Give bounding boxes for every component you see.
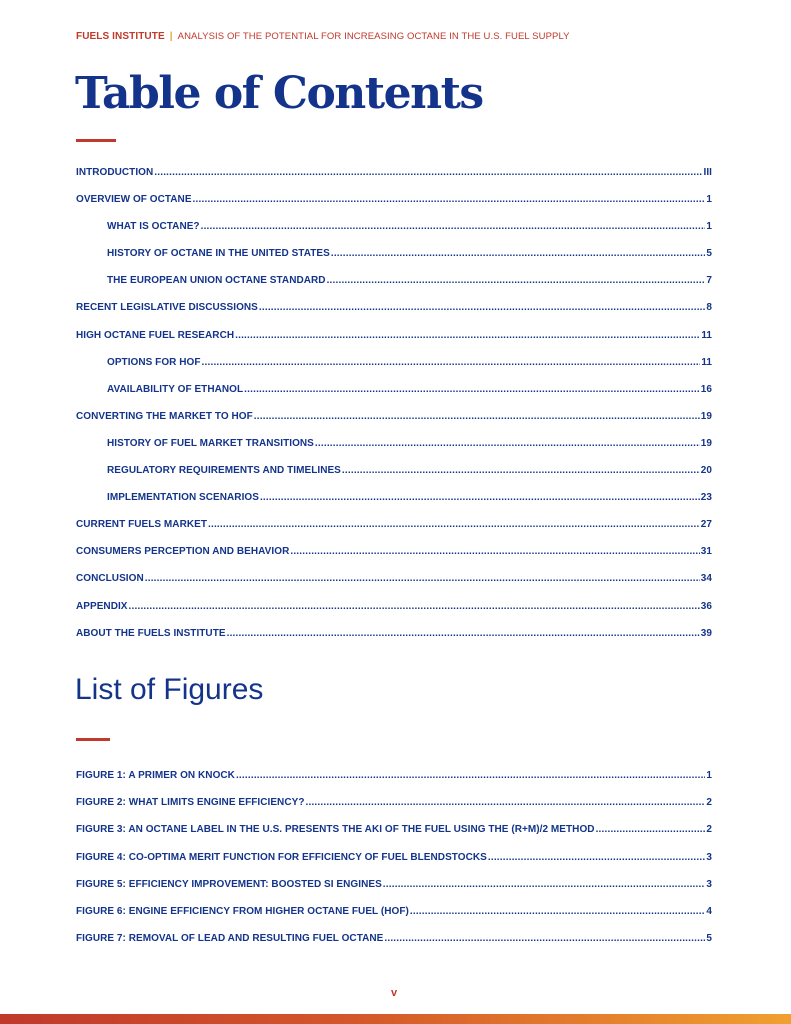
figure-entry-page: 3 — [706, 851, 712, 863]
dot-leader — [235, 326, 700, 346]
dot-leader — [154, 163, 702, 183]
header-org: FUELS INSTITUTE — [76, 31, 165, 42]
toc-entry-overview-of-octane[interactable] — [76, 190, 712, 217]
toc-entry-high-octane-fuel-research[interactable] — [76, 326, 712, 353]
figures-title: List of Figures — [75, 673, 264, 706]
toc-entry-history-of-fuel-market-transitions[interactable] — [76, 434, 712, 461]
toc-entry-page: 27 — [700, 519, 712, 531]
figure-entry-3[interactable] — [76, 820, 712, 847]
dot-leader — [596, 820, 706, 840]
toc-entry-eu-octane-standard[interactable] — [76, 271, 712, 298]
dot-leader — [254, 407, 700, 427]
toc-entry-label: REGULATORY REQUIREMENTS AND TIMELINES — [107, 465, 341, 477]
toc-entry-page: 5 — [706, 248, 712, 260]
figure-entry-1[interactable] — [76, 766, 712, 793]
toc-entry-label: THE EUROPEAN UNION OCTANE STANDARD — [107, 275, 326, 287]
figure-entry-4[interactable] — [76, 848, 712, 875]
toc-entry-page: 23 — [700, 492, 712, 504]
toc-entry-page: 11 — [701, 356, 712, 368]
toc-title: Table of Contents — [75, 68, 483, 119]
figures-title-rule — [76, 738, 110, 741]
toc-entry-about-fuels-institute[interactable] — [76, 624, 712, 651]
toc-entry-history-of-octane[interactable] — [76, 244, 712, 271]
toc-entry-converting-market-to-hof[interactable] — [76, 407, 712, 434]
figure-entry-page: 4 — [706, 905, 712, 917]
toc-entry-page: 8 — [706, 302, 712, 314]
toc-entry-page: 16 — [700, 383, 712, 395]
dot-leader — [129, 597, 700, 617]
toc-entry-page: 20 — [700, 465, 712, 477]
dot-leader — [488, 848, 706, 868]
figure-entry-page: 1 — [706, 770, 712, 781]
toc-entry-label: INTRODUCTION — [76, 167, 154, 178]
toc-entry-conclusion[interactable] — [76, 569, 712, 596]
dot-leader — [383, 875, 706, 895]
dot-leader — [305, 793, 705, 813]
toc-entry-consumers-perception[interactable] — [76, 542, 712, 569]
toc-entry-page: 1 — [706, 194, 712, 206]
dot-leader — [384, 929, 705, 949]
figure-entry-2[interactable] — [76, 793, 712, 820]
header-subtitle: ANALYSIS OF THE POTENTIAL FOR INCREASING OCTANE IN THE U.S. FUEL SUPPLY — [177, 31, 570, 42]
dot-leader — [290, 542, 699, 562]
page-number: v — [391, 987, 398, 999]
toc-entry-label: CURRENT FUELS MARKET — [76, 519, 207, 531]
dot-leader — [327, 271, 706, 291]
figure-entry-page: 5 — [706, 933, 712, 945]
toc-entry-label: OPTIONS FOR HOF — [107, 356, 201, 368]
toc-entry-label: HISTORY OF OCTANE IN THE UNITED STATES — [107, 248, 330, 260]
toc-entry-page: III — [703, 167, 712, 178]
figures-list — [76, 766, 712, 956]
toc-entry-page: 36 — [700, 600, 712, 612]
dot-leader — [202, 353, 701, 373]
figure-entry-label: FIGURE 5: EFFICIENCY IMPROVEMENT: BOOSTED SI ENGINES — [76, 878, 382, 890]
toc-entry-label: HISTORY OF FUEL MARKET TRANSITIONS — [107, 437, 314, 449]
toc-entry-page: 39 — [700, 627, 712, 639]
toc-entry-label: ABOUT THE FUELS INSTITUTE — [76, 627, 226, 639]
figure-entry-5[interactable] — [76, 875, 712, 902]
toc-entry-page: 1 — [706, 221, 712, 233]
toc-entry-label: HIGH OCTANE FUEL RESEARCH — [76, 329, 235, 341]
toc-title-rule — [76, 139, 116, 142]
toc-entry-label: CONCLUSION — [76, 573, 144, 585]
dot-leader — [145, 569, 700, 589]
toc-entry-recent-legislative-discussions[interactable] — [76, 298, 712, 325]
dot-leader — [259, 298, 705, 318]
toc-entry-availability-of-ethanol[interactable] — [76, 380, 712, 407]
toc-entry-regulatory-requirements[interactable] — [76, 461, 712, 488]
dot-leader — [260, 488, 700, 508]
toc-entry-appendix[interactable] — [76, 597, 712, 624]
toc-entry-label: OVERVIEW OF OCTANE — [76, 194, 192, 206]
toc-entry-label: CONSUMERS PERCEPTION AND BEHAVIOR — [76, 546, 290, 558]
dot-leader — [342, 461, 700, 481]
figure-entry-7[interactable] — [76, 929, 712, 956]
dot-leader — [227, 624, 700, 644]
toc-entry-page: 19 — [700, 437, 712, 449]
toc-entry-page: 11 — [701, 329, 712, 341]
toc-entry-label: RECENT LEGISLATIVE DISCUSSIONS — [76, 302, 258, 314]
dot-leader — [331, 244, 706, 264]
header-separator: | — [169, 31, 173, 42]
dot-leader — [315, 434, 700, 454]
figure-entry-label: FIGURE 4: CO-OPTIMA MERIT FUNCTION FOR EFFICIENCY OF FUEL BLENDSTOCKS — [76, 851, 487, 863]
dot-leader — [410, 902, 706, 922]
toc-entry-label: AVAILABILITY OF ETHANOL — [107, 383, 244, 395]
figure-entry-page: 2 — [706, 797, 712, 809]
toc-entry-current-fuels-market[interactable] — [76, 515, 712, 542]
toc-entry-page: 19 — [700, 410, 712, 422]
toc-list — [76, 163, 712, 651]
toc-entry-options-for-hof[interactable] — [76, 353, 712, 380]
toc-entry-page: 34 — [700, 573, 712, 585]
running-header — [76, 31, 570, 42]
toc-entry-label: IMPLEMENTATION SCENARIOS — [107, 492, 259, 504]
dot-leader — [193, 190, 706, 210]
figure-entry-label: FIGURE 7: REMOVAL OF LEAD AND RESULTING FUEL OCTANE — [76, 933, 384, 945]
dot-leader — [208, 515, 700, 535]
figure-entry-page: 3 — [706, 878, 712, 890]
figure-entry-page: 2 — [706, 824, 712, 836]
figure-entry-6[interactable] — [76, 902, 712, 929]
toc-entry-page: 7 — [706, 275, 712, 287]
dot-leader — [201, 217, 706, 237]
toc-entry-page: 31 — [700, 546, 712, 558]
toc-entry-label: CONVERTING THE MARKET TO HOF — [76, 410, 253, 422]
figure-entry-label: FIGURE 1: A PRIMER ON KNOCK — [76, 770, 235, 781]
toc-entry-implementation-scenarios[interactable] — [76, 488, 712, 515]
dot-leader — [244, 380, 700, 400]
figure-entry-label: FIGURE 2: WHAT LIMITS ENGINE EFFICIENCY? — [76, 797, 305, 809]
toc-entry-what-is-octane[interactable] — [76, 217, 712, 244]
dot-leader — [236, 766, 705, 786]
footer-gradient-bar — [0, 1014, 791, 1024]
toc-entry-introduction[interactable] — [76, 163, 712, 190]
toc-entry-label: WHAT IS OCTANE? — [107, 221, 200, 233]
toc-entry-label: APPENDIX — [76, 600, 128, 612]
figure-entry-label: FIGURE 6: ENGINE EFFICIENCY FROM HIGHER OCTANE FUEL (HOF) — [76, 905, 409, 917]
figure-entry-label: FIGURE 3: AN OCTANE LABEL IN THE U.S. PRESENTS THE AKI OF THE FUEL USING THE (R+M)/2 METHOD — [76, 824, 595, 836]
